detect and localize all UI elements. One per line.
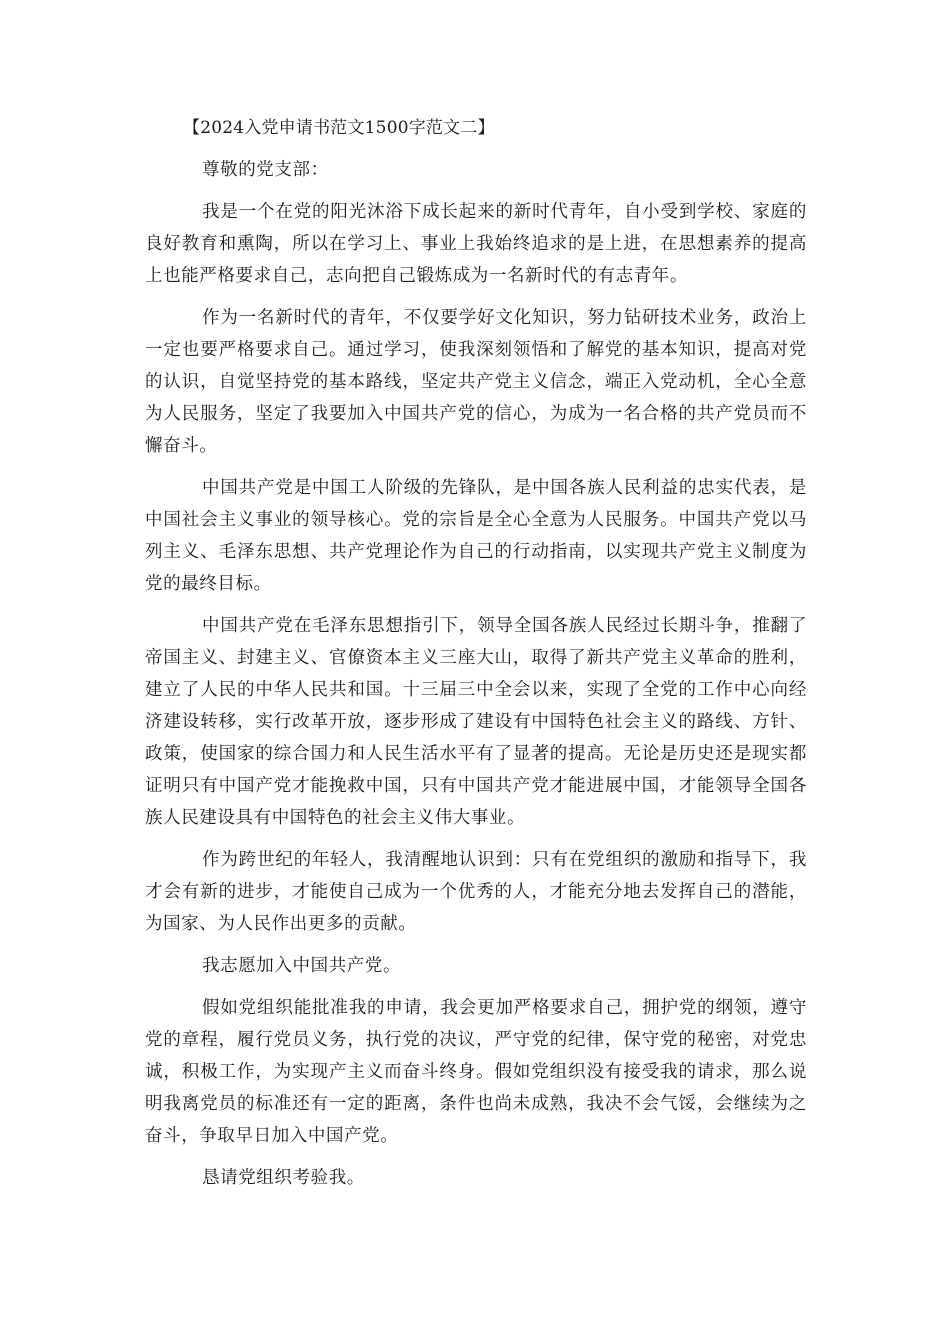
paragraph-party-nature: 中国共产党是中国工人阶级的先锋队，是中国各族人民利益的忠实代表，是中国社会主义事业的领导核心。党的宗旨是全心全意为人民服务。中国共产党以马列主义、毛泽东思想、共产党理论作为自己的行动指南，以实现共产党主义制度为党的最终目标。 (145, 478, 807, 594)
paragraph-youth-duty: 作为一名新时代的青年，不仅要学好文化知识，努力钻研技术业务，政治上一定也要严格要求自己。通过学习，使我深刻领悟和了解党的基本知识，提高对党的认识，自觉坚持党的基本路线，坚定共产党主义信念，端正入党动机，全心全意为人民服务，坚定了我要加入中国共产党的信心，为成为一名合格的共产党员而不懈奋斗。 (145, 308, 807, 456)
paragraph-party-history: 中国共产党在毛泽东思想指引下，领导全国各族人民经过长期斗争，推翻了帝国主义、封建主义、官僚资本主义三座大山，取得了新共产党主义革命的胜利，建立了人民的中华人民共和国。十三届三中全会以来，实现了全党的工作中心向经济建设转移，实行改革开放，逐步形成了建设有中国特色社会主义的路线、方针、政策，使国家的综合国力和人民生活水平有了显著的提高。无论是历史还是现实都证明只有中国产党才能挽救中国，只有中国共产党才能进展中国，才能领导全国各族人民建设具有中国特色的社会主义伟大事业。 (145, 616, 807, 828)
paragraph-closing-request: 恳请党组织考验我。 (202, 1168, 365, 1188)
paragraph-commitment: 假如党组织能批准我的申请，我会更加严格要求自己，拥护党的纲领，遵守党的章程，履行党员义务，执行党的决议，严守党的纪律，保守党的秘密，对党忠诚，积极工作，为实现产主义而奋斗终身。假如党组织没有接受我的请求，那么说明我离党员的标准还有一定的距离，条件也尚未成熟，我决不会气馁，会继续为之奋斗，争取早日加入中国产党。 (145, 998, 807, 1146)
document-body (145, 112, 807, 1204)
salutation: 尊敬的党支部： (202, 160, 329, 180)
document-title: 【2024入党申请书范文1500字范文二】 (183, 118, 495, 138)
paragraph-self-awareness: 作为跨世纪的年轻人，我清醒地认识到：只有在党组织的激励和指导下，我才会有新的进步，才能使自己成为一个优秀的人，才能充分地去发挥自己的潜能，为国家、为人民作出更多的贡献。 (145, 850, 807, 934)
paragraph-intro: 我是一个在党的阳光沐浴下成长起来的新时代青年，自小受到学校、家庭的良好教育和熏陶，所以在学习上、事业上我始终追求的是上进，在思想素养的提高上也能严格要求自己，志向把自己锻炼成为一名新时代的有志青年。 (145, 202, 807, 286)
paragraph-volunteer: 我志愿加入中国共产党。 (202, 956, 402, 976)
